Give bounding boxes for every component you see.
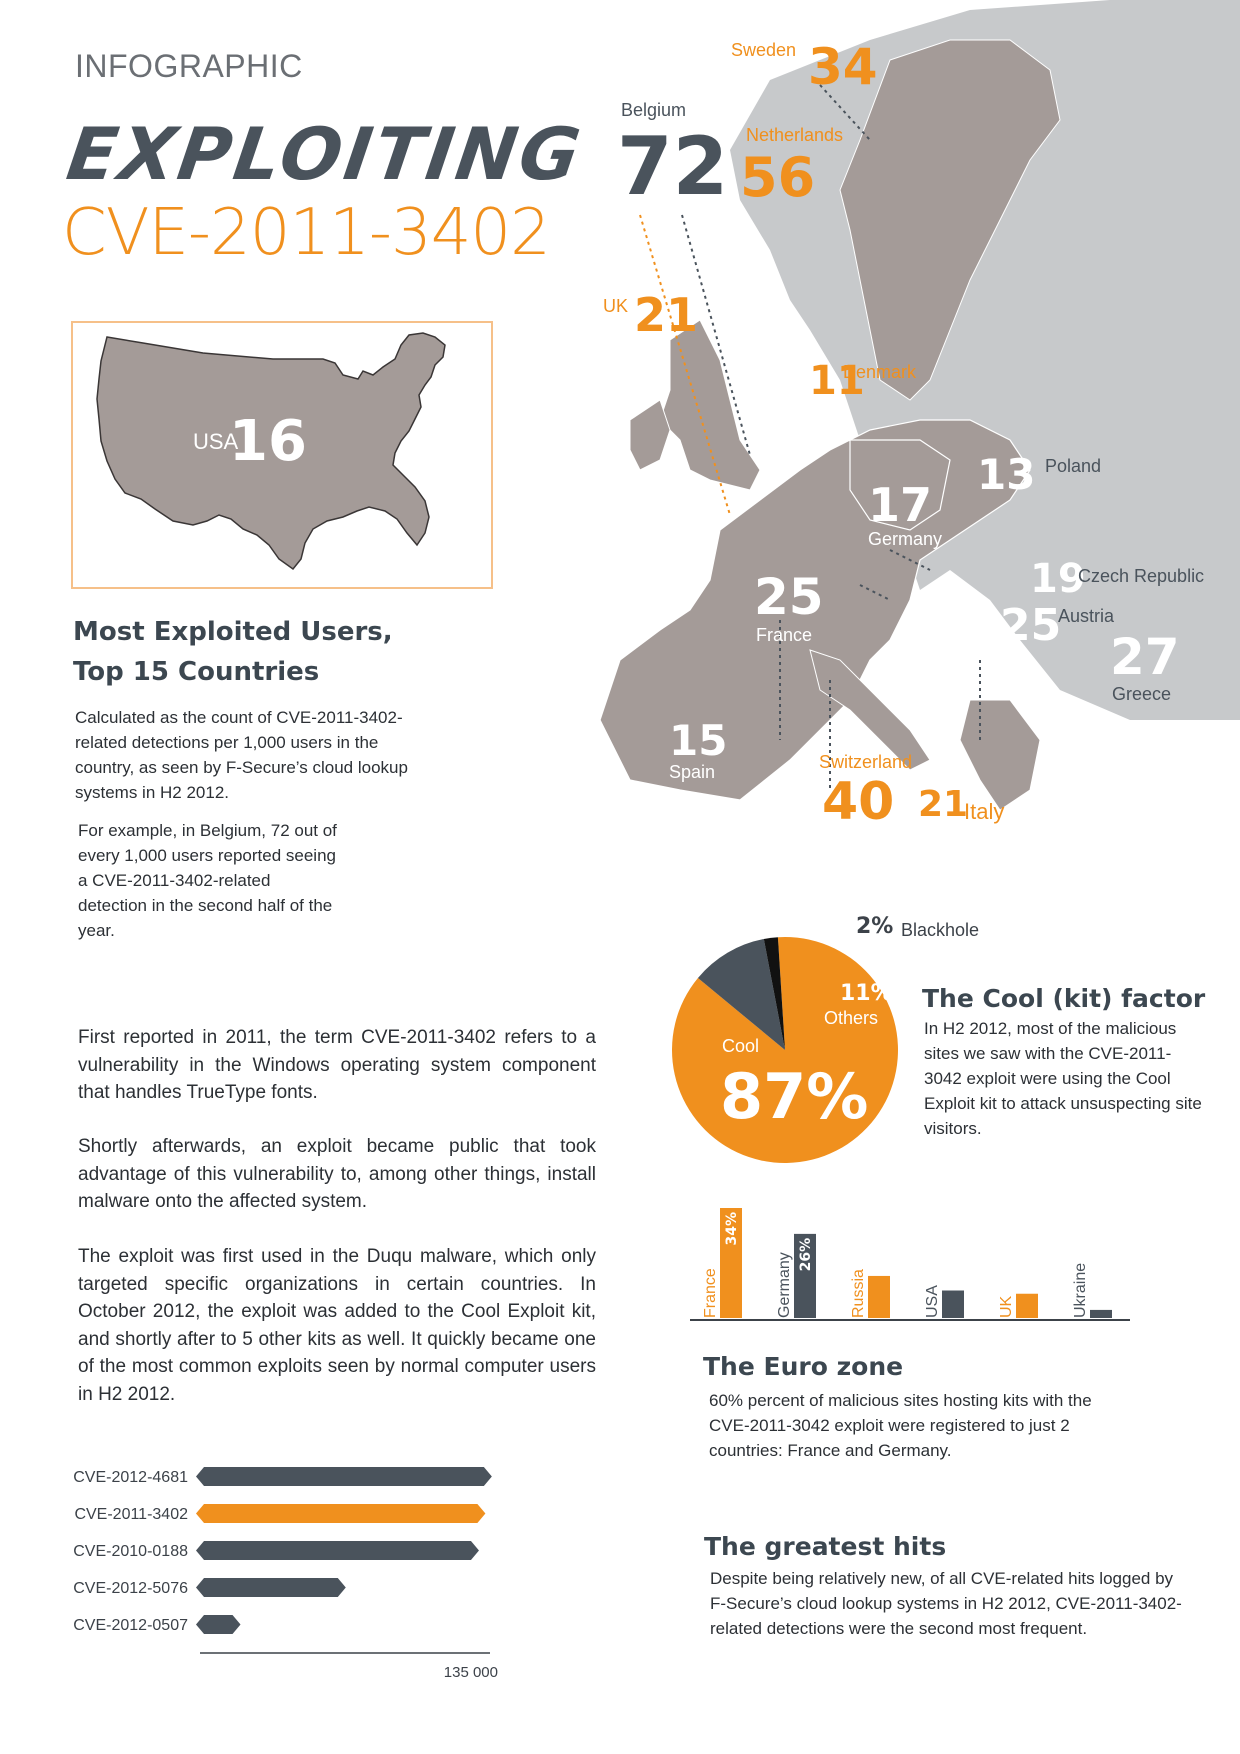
- paragraph-2: Shortly afterwards, an exploit became public that took advantage of this vulnerability to, among other things, install malware onto the affected system.: [78, 1136, 596, 1212]
- switzerland-value: 40: [822, 772, 895, 832]
- usa-label: USA: [193, 429, 239, 454]
- spain-value: 15: [669, 716, 728, 765]
- pie-others-value: 11%: [840, 981, 893, 1006]
- greece: [960, 700, 1040, 810]
- cool-kit-title: The Cool (kit) factor: [922, 984, 1206, 1013]
- section-title-top-countries: [73, 612, 453, 692]
- hbar-tick-label: 135 000: [443, 1664, 498, 1681]
- cool-kit-body: In H2 2012, most of the malicious sites we saw with the CVE-2011-3042 exploit were using the Cool Exploit kit to attack unsuspecting site visitors.: [924, 1019, 1202, 1138]
- denmark-label: Denmark: [843, 362, 917, 382]
- netherlands-value: 56: [740, 146, 816, 209]
- paragraph-3: The exploit was first used in the Duqu malware, which only targeted specific organizations in certain countries. In October 2012, the exploit was added to the Cool Exploit kit, and shortly after to 5 other kits as well. It quickly became one of the most common exploits seen by normal computer users in H2 2012.: [78, 1246, 596, 1405]
- bar-value-germany: 26%: [798, 1237, 814, 1272]
- section-body: Calculated as the count of CVE-2011-3402-related detections per 1,000 users in the country, as seen by F-Secure’s cloud lookup systems in H2 2012.: [75, 708, 408, 802]
- hbar-cve-2012-5076: [196, 1578, 346, 1597]
- greatest-hits-title: The greatest hits: [704, 1532, 947, 1561]
- hbar-cve-2011-3402: [196, 1504, 485, 1523]
- usa-value: 16: [229, 409, 307, 474]
- france-value: 25: [754, 568, 824, 626]
- italy-label: Italy: [964, 799, 1005, 824]
- hbar-label: CVE-2011-3402: [74, 1506, 188, 1523]
- hbar-cve-2012-0507: [196, 1615, 241, 1634]
- sweden-value: 34: [808, 38, 878, 96]
- bar-label-uk: UK: [998, 1295, 1015, 1318]
- uk-value: 21: [634, 288, 699, 342]
- kicker: INFOGRAPHIC: [75, 48, 303, 84]
- bar-label-ukraine: Ukraine: [1072, 1262, 1089, 1318]
- belgium-value: 72: [617, 120, 729, 213]
- denmark-value: 11: [809, 358, 865, 404]
- spain-label: Spain: [669, 762, 716, 782]
- austria-label: Austria: [1058, 606, 1115, 626]
- sweden-label: Sweden: [731, 40, 797, 60]
- hbar-cve-2010-0188: [196, 1541, 479, 1560]
- bar-label-germany: Germany: [776, 1252, 793, 1318]
- greece-label: Greece: [1112, 684, 1172, 704]
- bar-russia: [868, 1276, 890, 1318]
- bar-label-france: France: [702, 1268, 719, 1318]
- italy-value: 21: [918, 784, 969, 825]
- czech-value: 19: [1030, 556, 1086, 602]
- czech-label: Czech Republic: [1078, 566, 1205, 586]
- bar-value-france: 34%: [724, 1212, 740, 1246]
- pie-blackhole-value: 2%: [856, 914, 894, 939]
- cve-title: CVE-2011-3402: [62, 196, 550, 270]
- euro-bar-chart: [690, 1200, 1130, 1340]
- austria-value: 25: [1000, 600, 1062, 651]
- germany-label: Germany: [868, 529, 943, 549]
- france-label: France: [756, 625, 813, 645]
- cve-bar-chart: [60, 1455, 520, 1695]
- bar-ukraine: [1090, 1310, 1112, 1318]
- usa-panel: [71, 321, 493, 589]
- pie-cool-label: Cool: [722, 1036, 760, 1056]
- ireland: [630, 400, 670, 470]
- section-example: For example, in Belgium, 72 out of every 1,000 users reported seeing a CVE-2011-3402-related detection in the second half of the year.: [78, 821, 337, 940]
- pie-blackhole-label: Blackhole: [901, 920, 980, 940]
- paragraph-1: First reported in 2011, the term CVE-2011-3402 refers to a vulnerability in the Windows operating system component that handles TrueType fonts.: [78, 1027, 596, 1103]
- greatest-hits-body: Despite being relatively new, of all CVE-related hits logged by F-Secure’s cloud lookup systems in H2 2012, CVE-2011-3402-related detections were the second most frequent.: [710, 1569, 1182, 1638]
- section-title-line1: Most Exploited Users,: [73, 617, 393, 647]
- netherlands-label: Netherlands: [746, 125, 844, 145]
- poland-value: 13: [977, 450, 1036, 499]
- hbar-label: CVE-2010-0188: [73, 1543, 188, 1560]
- bar-usa: [942, 1291, 964, 1319]
- greece-value: 27: [1110, 628, 1180, 686]
- euro-zone-body: 60% percent of malicious sites hosting kits with the CVE-2011-3042 exploit were registered to just 2 countries: France and Germany.: [709, 1391, 1092, 1460]
- pie-cool-value: 87%: [720, 1060, 869, 1133]
- hbar-label: CVE-2012-0507: [73, 1617, 188, 1634]
- hbar-label: CVE-2012-4681: [73, 1469, 188, 1486]
- hbar-cve-2012-4681: [196, 1467, 492, 1486]
- section-title-line2: Top 15 Countries: [73, 657, 320, 687]
- euro-zone-title: The Euro zone: [703, 1352, 904, 1381]
- bar-label-russia: Russia: [850, 1269, 867, 1318]
- bar-uk: [1016, 1294, 1038, 1318]
- headline: EXPLOITING: [62, 112, 588, 196]
- germany-value: 17: [868, 478, 933, 532]
- poland-label: Poland: [1045, 456, 1102, 476]
- uk-label: UK: [603, 296, 629, 316]
- uk: [660, 320, 760, 490]
- pie-others-label: Others: [824, 1008, 879, 1028]
- hbar-label: CVE-2012-5076: [73, 1580, 188, 1597]
- bar-label-usa: USA: [924, 1285, 941, 1318]
- switzerland-label: Switzerland: [819, 752, 913, 772]
- belgium-label: Belgium: [621, 100, 687, 120]
